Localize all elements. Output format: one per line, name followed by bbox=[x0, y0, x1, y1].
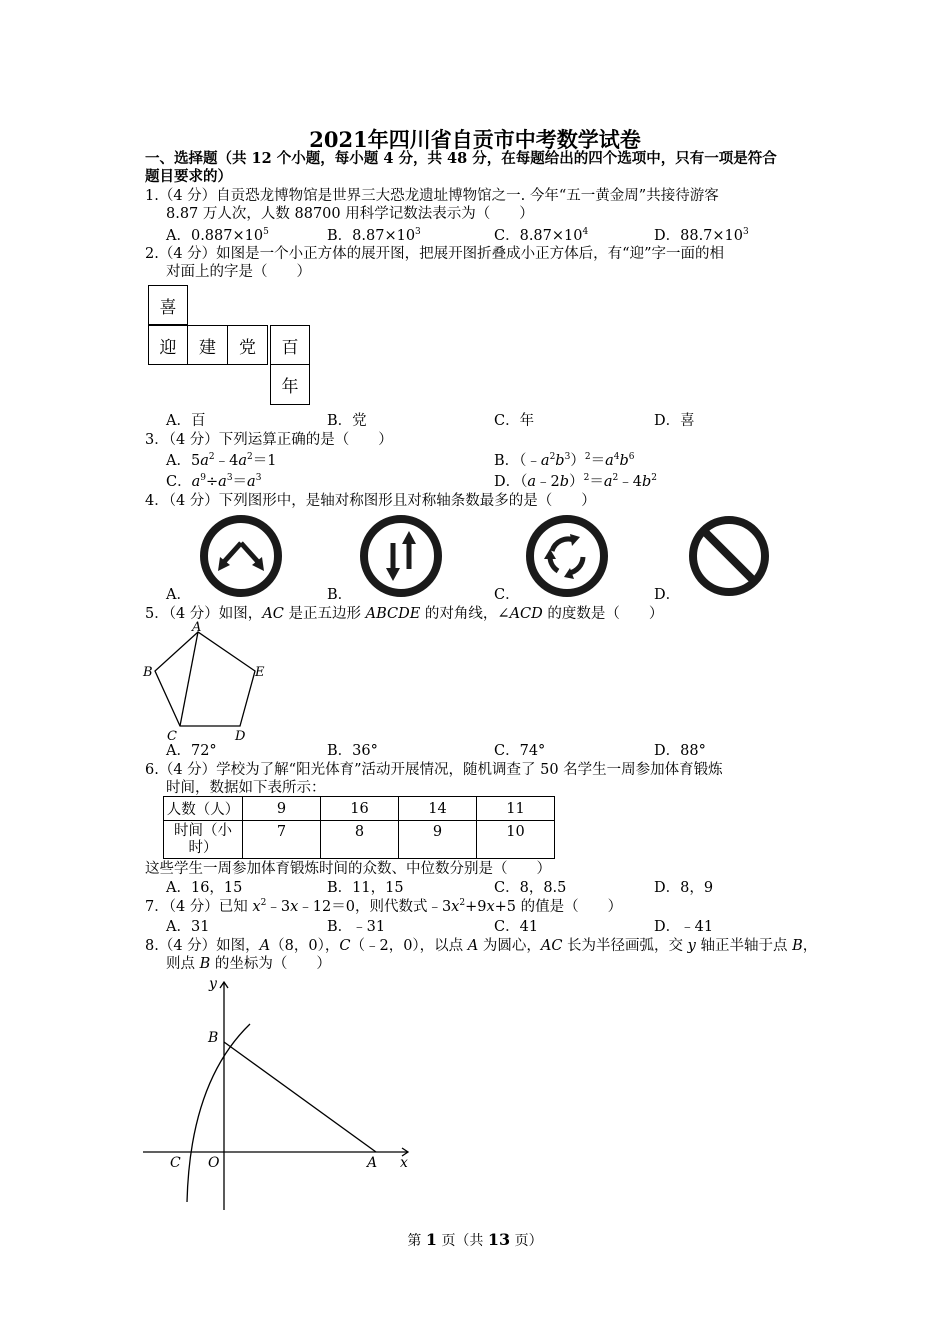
q7-stem: 7．（4 分）已知 $x^2﹣3x﹣12=0$，则代数式$﹣3x^2+9x+5$ 的值是（ ） bbox=[145, 898, 623, 915]
q4-stem: 4．（4 分）下列图形中，是轴对称图形且对称轴条数最多的是（ ） bbox=[145, 493, 596, 509]
q7-option-a: A．31 bbox=[166, 919, 210, 935]
table-cell: 7 bbox=[243, 821, 321, 859]
cube-face-1: 喜 bbox=[148, 285, 188, 325]
table-cell: 9 bbox=[243, 797, 321, 821]
roundabout-sign-icon bbox=[524, 513, 610, 599]
q5-option-c: C．74° bbox=[494, 743, 546, 759]
q2-stem-line2: 对面上的字是（ ） bbox=[166, 264, 311, 280]
q6-stem-line3: 这些学生一周参加体育锻炼时间的众数、中位数分别是（ ） bbox=[145, 861, 551, 877]
q1-option-a: A．$0.887\times 10^5$ bbox=[166, 227, 269, 244]
cube-face-4: 党 bbox=[228, 325, 268, 365]
diagonal-arrows-sign-icon bbox=[198, 513, 284, 599]
q5-option-d: D．88° bbox=[654, 743, 706, 759]
q6-option-b: B．11，15 bbox=[327, 880, 404, 896]
q6-stem-line2: 时间，数据如下表所示： bbox=[166, 780, 326, 796]
q2-option-b: B．党 bbox=[327, 413, 367, 429]
q1-stem-line2: 8.87 万人次，人数 88700 用科学记数法表示为（ ） bbox=[166, 206, 534, 222]
table-cell: 10 bbox=[477, 821, 555, 859]
page-footer: 第 1 页（共 13 页） bbox=[407, 1230, 543, 1249]
pentagon-figure bbox=[140, 618, 270, 744]
q2-option-a: A．百 bbox=[166, 413, 206, 429]
axis-label-y: y bbox=[209, 976, 217, 992]
q3-option-b: B．$(﹣a^2b^3)^2=a^4b^6$ bbox=[494, 452, 635, 469]
table-cell: 14 bbox=[399, 797, 477, 821]
q5-option-a: A．72° bbox=[166, 743, 217, 759]
point-label-a: A bbox=[367, 1155, 378, 1171]
table-cell: 11 bbox=[477, 797, 555, 821]
table-head-count: 人数（人） bbox=[164, 797, 243, 821]
q7-option-b: B．﹣31 bbox=[327, 919, 386, 935]
label-d: D bbox=[235, 729, 246, 744]
q3-option-a: A．$5a^2﹣4a^2=1$ bbox=[166, 452, 277, 469]
q1-option-d: D．$88.7\times 10^3$ bbox=[654, 227, 749, 244]
table-row-time bbox=[164, 821, 555, 859]
q8-stem-line2: 则点 B 的坐标为（ ） bbox=[166, 956, 331, 972]
q3-option-c: C．$a^9\div a^3=a^3$ bbox=[166, 473, 262, 490]
q4-option-b: B． bbox=[327, 587, 353, 603]
axis-label-x: x bbox=[400, 1155, 408, 1171]
q4-option-a: A． bbox=[166, 587, 191, 603]
prohibition-sign-icon bbox=[686, 513, 772, 599]
table-row-count bbox=[164, 797, 555, 821]
q3-stem: 3．（4 分）下列运算正确的是（ ） bbox=[145, 432, 393, 448]
q8-stem-line1: 8.（4 分）如图，A（8，0），C（﹣2，0），以点 A 为圆心，AC 长为半径画弧，交 y 轴正半轴于点 B， bbox=[145, 938, 818, 954]
table-cell: 8 bbox=[321, 821, 399, 859]
q1-option-b: B．$8.87\times 10^3$ bbox=[327, 227, 421, 244]
section-heading-line1: 一、选择题（共 12 个小题，每小题 4 分，共 48 分，在每题给出的四个选项中，只有一项是符合 bbox=[145, 150, 777, 167]
q4-option-d: D． bbox=[654, 587, 681, 603]
q3-option-d: D．$(a﹣2b)^2=a^2﹣4b^2$ bbox=[494, 473, 657, 490]
cube-face-2: 迎 bbox=[148, 325, 188, 365]
label-a: A bbox=[192, 620, 202, 635]
q5-option-b: B．36° bbox=[327, 743, 378, 759]
q1-stem-line1: 1.（4 分）自贡恐龙博物馆是世界三大恐龙遗址博物馆之一. 今年“五一黄金周”共接待游客 bbox=[145, 188, 719, 204]
q1-option-c: C．$8.87\times 10^4$ bbox=[494, 227, 589, 244]
q2-option-c: C．年 bbox=[494, 413, 535, 429]
cube-face-3: 建 bbox=[188, 325, 228, 365]
q7-option-c: C．41 bbox=[494, 919, 539, 935]
point-label-c: C bbox=[170, 1155, 181, 1171]
q6-stem-line1: 6.（4 分）学校为了解“阳光体育”活动开展情况，随机调查了 50 名学生一周参加体育锻炼 bbox=[145, 762, 723, 778]
q6-option-a: A．16，15 bbox=[166, 880, 243, 896]
two-way-traffic-sign-icon bbox=[358, 513, 444, 599]
cube-face-5: 百 bbox=[270, 325, 310, 365]
exam-title: 2021年四川省自贡市中考数学试卷 bbox=[309, 127, 641, 152]
q6-option-d: D．8，9 bbox=[654, 880, 714, 896]
q2-option-d: D．喜 bbox=[654, 413, 695, 429]
q5-stem: 5．（4 分）如图，AC 是正五边形 ABCDE 的对角线，∠ACD 的度数是（ ） bbox=[145, 606, 664, 622]
label-e: E bbox=[255, 665, 265, 680]
point-label-o: O bbox=[208, 1155, 220, 1171]
label-c: C bbox=[167, 729, 177, 744]
table-head-time: 时间（小 时） bbox=[164, 821, 243, 859]
table-cell: 16 bbox=[321, 797, 399, 821]
table-cell: 9 bbox=[399, 821, 477, 859]
coordinate-figure bbox=[140, 972, 420, 1217]
q6-option-c: C．8，8.5 bbox=[494, 880, 567, 896]
section-heading-line2: 题目要求的） bbox=[145, 168, 232, 185]
q6-data-table bbox=[163, 796, 555, 859]
label-b: B bbox=[143, 665, 153, 680]
q7-option-d: D．﹣41 bbox=[654, 919, 714, 935]
q2-stem-line1: 2.（4 分）如图是一个小正方体的展开图，把展开图折叠成小正方体后，有“迎”字一面的相 bbox=[145, 246, 724, 262]
point-label-b: B bbox=[208, 1030, 219, 1046]
cube-face-6: 年 bbox=[270, 365, 310, 405]
q4-option-c: C． bbox=[494, 587, 520, 603]
